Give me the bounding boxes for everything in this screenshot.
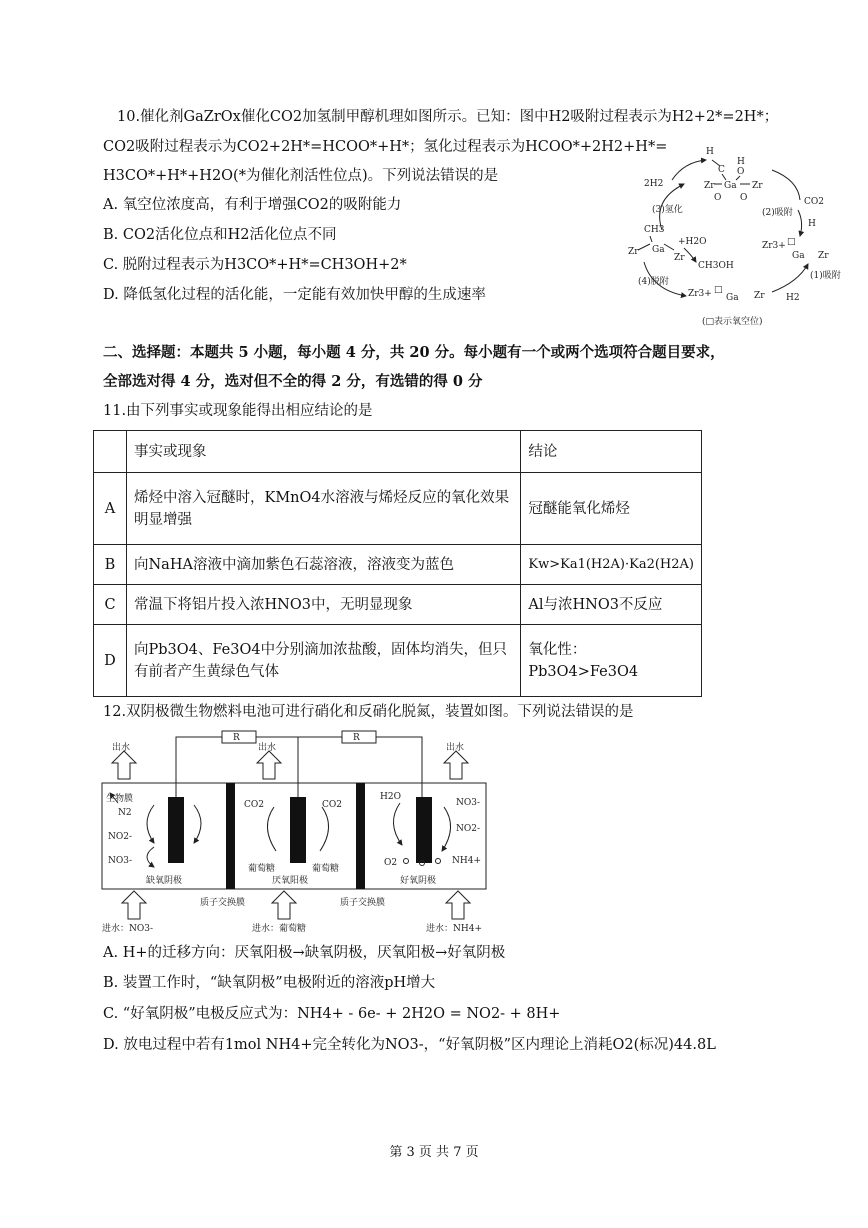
fig-co2: CO2 bbox=[804, 197, 824, 207]
q10-line2: CO2吸附过程表示为CO2+2H*=HCOO*+H*；氢化过程表示为HCOO*+2H2+H*= bbox=[103, 139, 668, 155]
electrode-aerobic bbox=[416, 797, 432, 863]
fig-h-top: H bbox=[706, 147, 714, 157]
membrane-left bbox=[226, 783, 235, 889]
section2-line2: 全部选对得 4 分，选对但不全的得 2 分，有选错的得 0 分 bbox=[103, 373, 483, 390]
row-fact: 烯烃中溶入冠醚时，KMnO4水溶液与烯烃反应的氧化效果明显增强 bbox=[127, 473, 521, 545]
row-fact: 常温下将铝片投入浓HNO3中，无明显现象 bbox=[127, 585, 521, 625]
fig-step3: (3)氢化 bbox=[652, 205, 683, 215]
label-r-right: R bbox=[353, 733, 360, 743]
fig-o-top4: O bbox=[740, 193, 748, 203]
section2-line1: 二、选择题：本题共 5 小题，每小题 4 分，共 20 分。每小题有一个或两个选项符合题目要求， bbox=[103, 344, 725, 361]
label-inlet-nh4: 进水：NH4+ bbox=[426, 924, 482, 934]
label-n2: N2 bbox=[118, 808, 132, 818]
label-glucose-right: 葡萄糖 bbox=[312, 864, 340, 874]
label-no2-right: NO2- bbox=[456, 824, 481, 834]
fig-step1: (1)吸附 bbox=[810, 271, 841, 281]
fig-step4: (4)脱附 bbox=[638, 277, 669, 287]
label-biofilm: 生物膜 bbox=[106, 794, 134, 804]
q12-option-d: D. 放电过程中若有1mol NH4+完全转化为NO3-，“好氧阴极”区内理论上消耗O2(标况)44.8L bbox=[103, 1037, 716, 1053]
fig-zr-top-r: Zr bbox=[752, 181, 763, 191]
q10-mechanism-figure bbox=[622, 140, 841, 330]
label-co2-right: CO2 bbox=[322, 800, 342, 810]
fig-zr3-right: Zr3+ bbox=[762, 241, 786, 251]
fig-zr-top-l: Zr bbox=[704, 181, 715, 191]
table-header-row bbox=[94, 431, 702, 473]
table-header-fact: 事实或现象 bbox=[127, 431, 521, 473]
fig-ga-top: Ga bbox=[724, 181, 737, 191]
row-fact: 向NaHA溶液中滴加紫色石蕊溶液，溶液变为蓝色 bbox=[127, 545, 521, 585]
row-label: D bbox=[94, 625, 127, 697]
q12-option-c: C. “好氧阴极”电极反应式为：NH4+ - 6e- + 2H2O = NO2- + 8H+ bbox=[103, 1006, 561, 1022]
table-row bbox=[94, 585, 702, 625]
fig-zr-mid-r: Zr bbox=[674, 253, 685, 263]
fig-zr-right: Zr bbox=[818, 251, 829, 261]
label-membrane-left: 质子交换膜 bbox=[200, 898, 246, 908]
fig-box-right: □ bbox=[787, 237, 796, 247]
fig-ga-right: Ga bbox=[792, 251, 805, 261]
label-nh4: NH4+ bbox=[452, 856, 481, 866]
label-co2-left: CO2 bbox=[244, 800, 264, 810]
fig-h2o: +H2O bbox=[678, 237, 707, 247]
row-fact: 向Pb3O4、Fe3O4中分别滴加浓盐酸，固体均消失，但只有前者产生黄绿色气体 bbox=[127, 625, 521, 697]
q12-stem: 12.双阴极微生物燃料电池可进行硝化和反硝化脱氮，装置如图。下列说法错误的是 bbox=[103, 704, 634, 720]
label-outlet-3: 出水 bbox=[446, 743, 465, 753]
row-conclusion: Al与浓HNO3不反应 bbox=[521, 585, 702, 625]
table-header-conclusion: 结论 bbox=[521, 431, 702, 473]
fig-zr-bottom: Zr bbox=[754, 291, 765, 301]
fig-ga-mid: Ga bbox=[652, 245, 665, 255]
label-inlet-glucose: 进水：葡萄糖 bbox=[252, 924, 307, 934]
fig-o-top2: O bbox=[737, 167, 745, 177]
table-row bbox=[94, 625, 702, 697]
fig-ch3oh: CH3OH bbox=[698, 261, 734, 271]
label-no3-left: NO3- bbox=[108, 856, 133, 866]
q10-option-c: C. 脱附过程表示为H3CO*+H*=CH3OH+2* bbox=[103, 257, 407, 273]
q10-line3: H3CO*+H*+H2O(*为催化剂活性位点)。下列说法错误的是 bbox=[103, 168, 499, 184]
q10-line1: 10.催化剂GaZrOx催化CO2加氢制甲醇机理如图所示。已知：图中H2吸附过程表示为H2+2*=2H*； bbox=[117, 109, 779, 125]
row-label: C bbox=[94, 585, 127, 625]
label-h2o: H2O bbox=[380, 792, 401, 802]
q10-option-d: D. 降低氢化过程的活化能，一定能有效加快甲醇的生成速率 bbox=[103, 287, 486, 303]
fig-h-top2: H bbox=[737, 157, 745, 167]
fig-zr3-bottom: Zr3+ bbox=[688, 289, 712, 299]
label-inlet-no3: 进水：NO3- bbox=[102, 924, 154, 934]
fig-step2: (2)吸附 bbox=[762, 208, 793, 218]
row-conclusion: Kw>Ka1(H2A)·Ka2(H2A) bbox=[521, 545, 702, 585]
page-footer: 第 3 页 共 7 页 bbox=[389, 1145, 479, 1160]
q10-option-b: B. CO2活化位点和H2活化位点不同 bbox=[103, 227, 337, 243]
label-membrane-right: 质子交换膜 bbox=[340, 898, 386, 908]
membrane-right bbox=[356, 783, 365, 889]
label-anaerobic-anode: 厌氧阳极 bbox=[272, 876, 309, 886]
electrode-anaerobic bbox=[290, 797, 306, 863]
q11-table bbox=[93, 430, 702, 697]
fig-2h2: 2H2 bbox=[644, 179, 664, 189]
label-no3-right: NO3- bbox=[456, 798, 481, 808]
row-label: B bbox=[94, 545, 127, 585]
table-header-label bbox=[94, 431, 127, 473]
label-outlet-2: 出水 bbox=[258, 743, 277, 753]
q12-option-a: A. H+的迁移方向：厌氧阳极→缺氧阴极，厌氧阳极→好氧阴极 bbox=[103, 945, 506, 961]
q10-option-a: A. 氧空位浓度高，有利于增强CO2的吸附能力 bbox=[103, 197, 402, 213]
label-r-left: R bbox=[233, 733, 240, 743]
fig-ga-bottom: Ga bbox=[726, 293, 739, 303]
label-aerobic-cathode: 好氧阴极 bbox=[400, 876, 437, 886]
fig-zr-mid-l: Zr bbox=[628, 247, 639, 257]
fig-box-bottom: □ bbox=[714, 285, 723, 295]
electrode-anoxic bbox=[168, 797, 184, 863]
q11-stem: 11.由下列事实或现象能得出相应结论的是 bbox=[103, 403, 373, 419]
row-label: A bbox=[94, 473, 127, 545]
fig-ch3: CH3 bbox=[644, 225, 665, 235]
fig-o-top3: O bbox=[714, 193, 722, 203]
row-conclusion: 冠醚能氧化烯烃 bbox=[521, 473, 702, 545]
table-row bbox=[94, 473, 702, 545]
row-conclusion: 氧化性：Pb3O4>Fe3O4 bbox=[521, 625, 702, 697]
fig-caption: (□表示氧空位) bbox=[702, 317, 763, 327]
label-no2-left: NO2- bbox=[108, 832, 133, 842]
label-anoxic-cathode: 缺氧阴极 bbox=[146, 876, 183, 886]
q12-fuel-cell-figure bbox=[100, 727, 490, 937]
table-row bbox=[94, 545, 702, 585]
fig-c-top: C bbox=[718, 165, 725, 175]
label-o2: O2 bbox=[384, 858, 398, 868]
label-outlet-1: 出水 bbox=[112, 743, 131, 753]
fig-h2-right: H2 bbox=[786, 293, 800, 303]
fig-h-right: H bbox=[808, 219, 816, 229]
q12-option-b: B. 装置工作时，“缺氧阴极”电极附近的溶液pH增大 bbox=[103, 975, 436, 991]
label-glucose-left: 葡萄糖 bbox=[248, 864, 276, 874]
